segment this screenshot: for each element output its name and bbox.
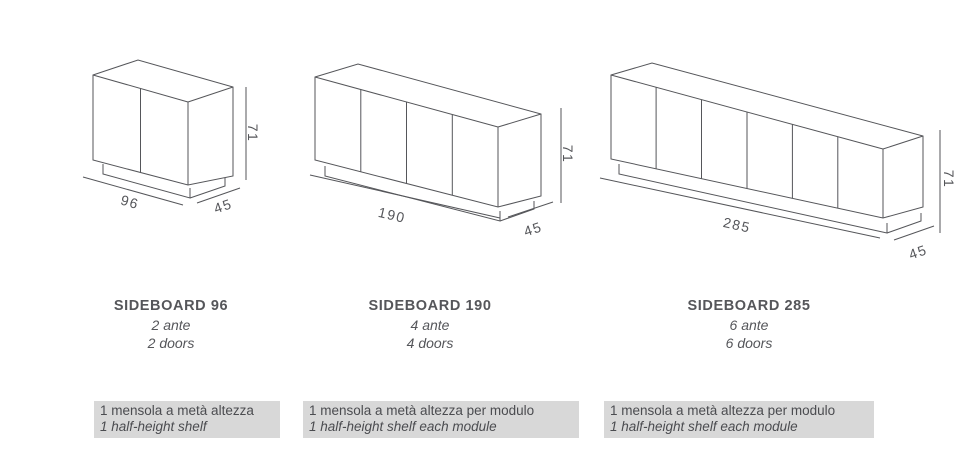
note-box-sideboard-190 xyxy=(303,401,579,438)
plinth xyxy=(619,164,921,233)
sideboard-96-label-block xyxy=(71,297,271,353)
sideboard-285-drawing xyxy=(600,63,957,262)
plinth xyxy=(325,166,534,221)
note-english: 1 half-height shelf each module xyxy=(610,419,798,434)
product-title: SIDEBOARD 285 xyxy=(687,298,811,314)
top-side-edge xyxy=(188,87,233,102)
sideboard-190-label-block xyxy=(330,297,530,353)
height-dim-label: 71 xyxy=(941,169,958,189)
depth-dim-label: 45 xyxy=(521,218,545,240)
width-dim-label: 190 xyxy=(376,203,408,226)
height-dim-label: 71 xyxy=(560,144,577,164)
note-english: 1 half-height shelf xyxy=(100,419,207,434)
note-italian: 1 mensola a metà altezza per modulo xyxy=(309,403,535,418)
note-italian: 1 mensola a metà altezza per modulo xyxy=(610,403,836,418)
product-subtitle-english: 6 doors xyxy=(725,335,773,351)
top-side-edge xyxy=(498,114,541,127)
note-box-sideboard-285 xyxy=(604,401,874,438)
note-english: 1 half-height shelf each module xyxy=(309,419,497,434)
note-box-sideboard-96 xyxy=(94,401,280,438)
product-subtitle-italian: 6 ante xyxy=(729,316,769,333)
product-subtitle-english: 2 doors xyxy=(147,335,195,351)
depth-dim-label: 45 xyxy=(906,241,930,263)
width-dim-label: 96 xyxy=(118,191,142,213)
sideboard-285-label-block xyxy=(649,297,849,353)
sideboard-96-drawing xyxy=(83,60,261,216)
product-subtitle-italian: 4 ante xyxy=(410,316,450,333)
body-outline xyxy=(93,60,233,185)
note-italian: 1 mensola a metà altezza xyxy=(100,403,254,418)
body-outline xyxy=(611,63,923,218)
top-side-edge xyxy=(883,136,923,149)
height-dim-label: 71 xyxy=(245,123,262,143)
depth-dim-line xyxy=(508,202,553,217)
depth-dim-label: 45 xyxy=(211,195,235,217)
product-title: SIDEBOARD 190 xyxy=(368,298,492,314)
sideboard-190-drawing xyxy=(310,64,576,239)
product-subtitle-english: 4 doors xyxy=(406,335,454,351)
product-title: SIDEBOARD 96 xyxy=(113,298,229,314)
width-dim-label: 285 xyxy=(721,214,753,236)
product-subtitle-italian: 2 ante xyxy=(151,316,191,333)
body-outline xyxy=(315,64,541,207)
